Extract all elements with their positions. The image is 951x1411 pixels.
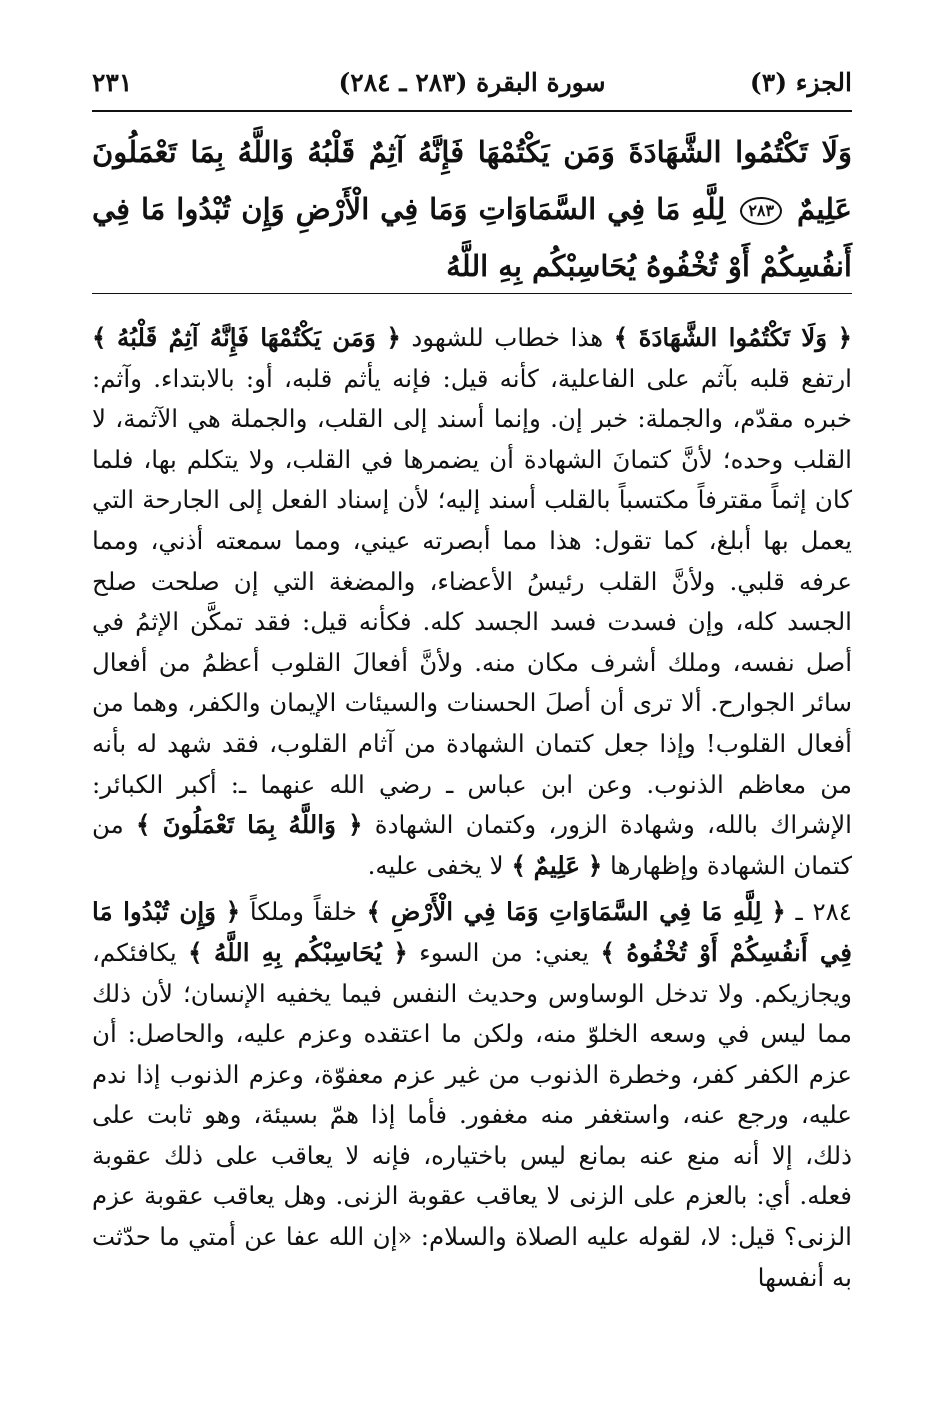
ayah-number-marker: ٢٨٣ (740, 197, 782, 225)
bracket-close: ﴾ (188, 937, 203, 967)
bracket-close: ﴾ (136, 810, 151, 840)
bracket-open: ﴿ (386, 323, 401, 352)
text-3: من كتمان الشهادة وإظهارها (92, 810, 852, 880)
section-rule (92, 293, 852, 294)
header-rule (92, 110, 852, 112)
quote-2: وَإِن تُبْدُوا مَا فِي أَنفُسِكُمْ أَوْ تُخْفُوهُ (92, 897, 853, 967)
bracket-open: ﴿ (837, 323, 853, 352)
bracket-open: ﴿ (225, 897, 241, 927)
text-2: يعني: من السوء (407, 937, 589, 967)
bracket-open: ﴿ (587, 850, 603, 880)
bracket-open: ﴿ (771, 897, 786, 927)
bracket-open: ﴿ (348, 810, 363, 840)
commentary-paragraph-2 (92, 892, 852, 1298)
text-1: خلقاً وملكاً (240, 897, 357, 927)
quote-2: وَمَن يَكْتُمْهَا فَإِنَّهُ آثِمٌ قَلْبُهُ (116, 323, 376, 352)
quran-verse-block (92, 124, 852, 295)
bracket-close: ﴾ (613, 323, 629, 352)
bracket-close: ﴾ (92, 323, 107, 352)
verse-part-1: وَلَا تَكْتُمُوا الشَّهَادَةَ وَمَن يَكْتُمْهَا فَإِنَّهُ آثِمٌ قَلْبُهُ وَاللَّهُ بِمَا تَعْمَلُونَ عَلِيمٌ (92, 135, 852, 226)
quote-1: وَلَا تَكْتُمُوا الشَّهَادَةَ (638, 323, 828, 352)
bracket-open: ﴿ (393, 937, 408, 967)
text-4: لا يخفى عليه. (367, 850, 504, 880)
surah-title: سورة البقرة (٢٨٣ ـ ٢٨٤) (338, 68, 606, 97)
page-header (92, 62, 852, 106)
quote-3: وَاللَّهُ بِمَا تَعْمَلُونَ (162, 810, 336, 840)
verse-part-2: لِلَّهِ مَا فِي السَّمَاوَاتِ وَمَا فِي الْأَرْضِ وَإِن تُبْدُوا مَا فِي أَنفُسِكُمْ أَوْ تُخْفُوهُ يُحَاسِبْكُم بِهِ اللَّهُ (92, 192, 852, 283)
part-label: الجزء (٣) (749, 68, 852, 97)
text-3: يكافئكم، ويجازيكم. ولا تدخل الوساوس وحديث النفس فيما يخفيه الإنسان؛ لأن ذلك مما ليس في وسعه الخلوّ منه، ولكن ما اعتقده وعزم عليه، والحاصل: أن عزم الكفر كفر، وخطرة الذنوب من غير عزم معفوّة، وعزم الذنوب إذا ندم عليه، ورجع عنه، واستغفر منه مغفور. فأما إذا همّ بسيئة، وهو ثابت على ذلك، إلا أنه منع عنه بمانع ليس باختياره، فإنه لا يعاقب على ذلك عقوبة فعله. أي: بالعزم على الزنى لا يعاقب عقوبة الزنى. وهل يعاقب عقوبة عزم الزنى؟ قيل: لا، لقوله عليه الصلاة والسلام: «إن الله عفا عن أمتي ما حدّثت به أنفسها (92, 937, 852, 1292)
text-1: هذا خطاب للشهود (400, 323, 604, 352)
quote-1: لِلَّهِ مَا فِي السَّمَاوَاتِ وَمَا فِي الْأَرْضِ (390, 897, 762, 927)
commentary-paragraph-1 (92, 318, 852, 886)
bracket-close: ﴾ (511, 850, 526, 880)
bracket-close: ﴾ (600, 937, 615, 967)
quote-3: يُحَاسِبْكُم بِهِ اللَّهُ (214, 937, 382, 967)
quote-4: عَلِيمٌ (533, 850, 581, 880)
page-number: ٢٣١ (92, 68, 133, 97)
commentary-block (92, 318, 852, 1298)
bracket-close: ﴾ (366, 897, 381, 927)
verse-number-label: ٢٨٤ ـ (785, 897, 852, 927)
text-2: ارتفع قلبه بآثم على الفاعلية، كأنه قيل: فإنه يأثم قلبه، أو: بالابتداء. وآثم: خبره مقدّم، والجملة: خبر إن. وإنما أسند إلى القلب، والجملة هي الآثمة، لا القلب وحده؛ لأنَّ كتمانَ الشهادة أن يضمرها في القلب، ولا يتكلم بها، فلما كان إثماً مقترفاً مكتسباً بالقلب أسند إليه؛ لأن إسناد الفعل إلى الجارحة التي يعمل بها أبلغ، كما تقول: هذا مما أبصرته عيني، ومما سمعته أذني، ومما عرفه قلبي. ولأنَّ القلب رئيسُ الأعضاء، والمضغة التي إن صلحت صلح الجسد كله، وإن فسدت فسد الجسد كله. فكأنه قيل: فقد تمكَّن الإثمُ في أصل نفسه، وملك أشرف مكان منه. ولأنَّ أفعالَ القلوب أعظمُ من أفعال سائر الجوارح. ألا ترى أن أصلَ الحسنات والسيئات الإيمان والكفر، وهما من أفعال القلوب! وإذا جعل كتمان الشهادة من آثام القلوب، فقد شهد له بأنه من معاظم الذنوب. وعن ابن عباس ـ رضي الله عنهما ـ: أكبر الكبائر: الإشراك بالله، وشهادة الزور، وكتمان الشهادة (92, 363, 852, 840)
